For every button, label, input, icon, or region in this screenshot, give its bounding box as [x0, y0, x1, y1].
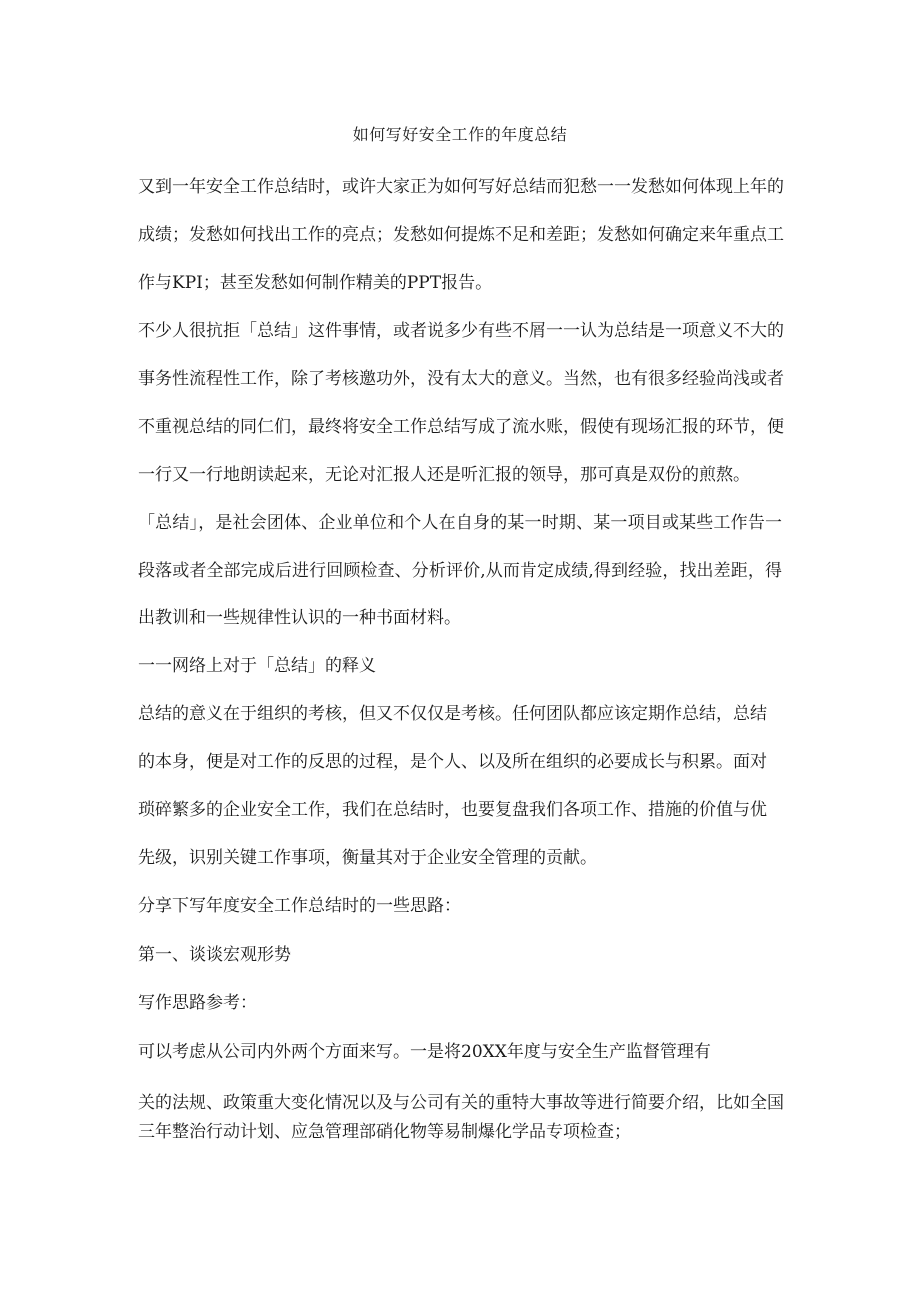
text-line: 关的法规、政策重大变化情况以及与公司有关的重特大事故等进行简要介绍，比如全国: [138, 1093, 784, 1113]
text-line: 成绩；发愁如何找出工作的亮点；发愁如何提炼不足和差距；发愁如何确定来年重点工: [138, 225, 784, 245]
text-line: 一行又一行地朗读起来，无论对汇报人还是听汇报的领导，那可真是双份的煎熬。: [138, 465, 750, 485]
text-line: 三年整治行动计划、应急管理部硝化物等易制爆化学品专项检查；: [138, 1122, 631, 1142]
text-line: 写作思路参考：: [138, 993, 257, 1013]
text-line: 总结的意义在于组织的考核，但又不仅仅是考核。任何团队都应该定期作总结，总结: [138, 704, 767, 724]
text-line: 一一网络上对于「总结」的释义: [138, 656, 376, 676]
text-line: 先级，识别关键工作事项，衡量其对于企业安全管理的贡献。: [138, 848, 597, 868]
text-line: 作与KPI；甚至发愁如何制作精美的PPT报告。: [138, 273, 493, 293]
text-line: 分享下写年度安全工作总结时的一些思路：: [138, 896, 461, 916]
text-line: 又到一年安全工作总结时，或许大家正为如何写好总结而犯愁一一发愁如何体现上年的: [138, 177, 784, 197]
text-line: 的本身，便是对工作的反思的过程，是个人、以及所在组织的必要成长与积累。面对: [138, 752, 767, 772]
text-line: 出教训和一些规律性认识的一种书面材料。: [138, 608, 461, 628]
text-line: 不少人很抗拒「总结」这件事情，或者说多少有些不屑一一认为总结是一项意义不大的: [138, 321, 784, 341]
text-line: 段落或者全部完成后进行回顾检查、分析评价,从而肯定成绩,得到经验，找出差距，得: [138, 561, 782, 581]
text-line: 「总结」，是社会团体、企业单位和个人在自身的某一时期、某一项目或某些工作告一: [138, 513, 782, 533]
text-line: 可以考虑从公司内外两个方面来写。一是将20XX年度与安全生产监督管理有: [138, 1042, 711, 1062]
text-line: 事务性流程性工作，除了考核邀功外，没有太大的意义。当然，也有很多经验尚浅或者: [138, 369, 784, 389]
document-title: 如何写好安全工作的年度总结: [352, 125, 568, 144]
text-line: 琐碎繁多的企业安全工作，我们在总结时，也要复盘我们各项工作、措施的价值与优: [138, 800, 767, 820]
text-line: 第一、谈谈宏观形势: [138, 945, 291, 965]
text-line: 不重视总结的同仁们，最终将安全工作总结写成了流水账，假使有现场汇报的环节，便: [138, 417, 784, 437]
